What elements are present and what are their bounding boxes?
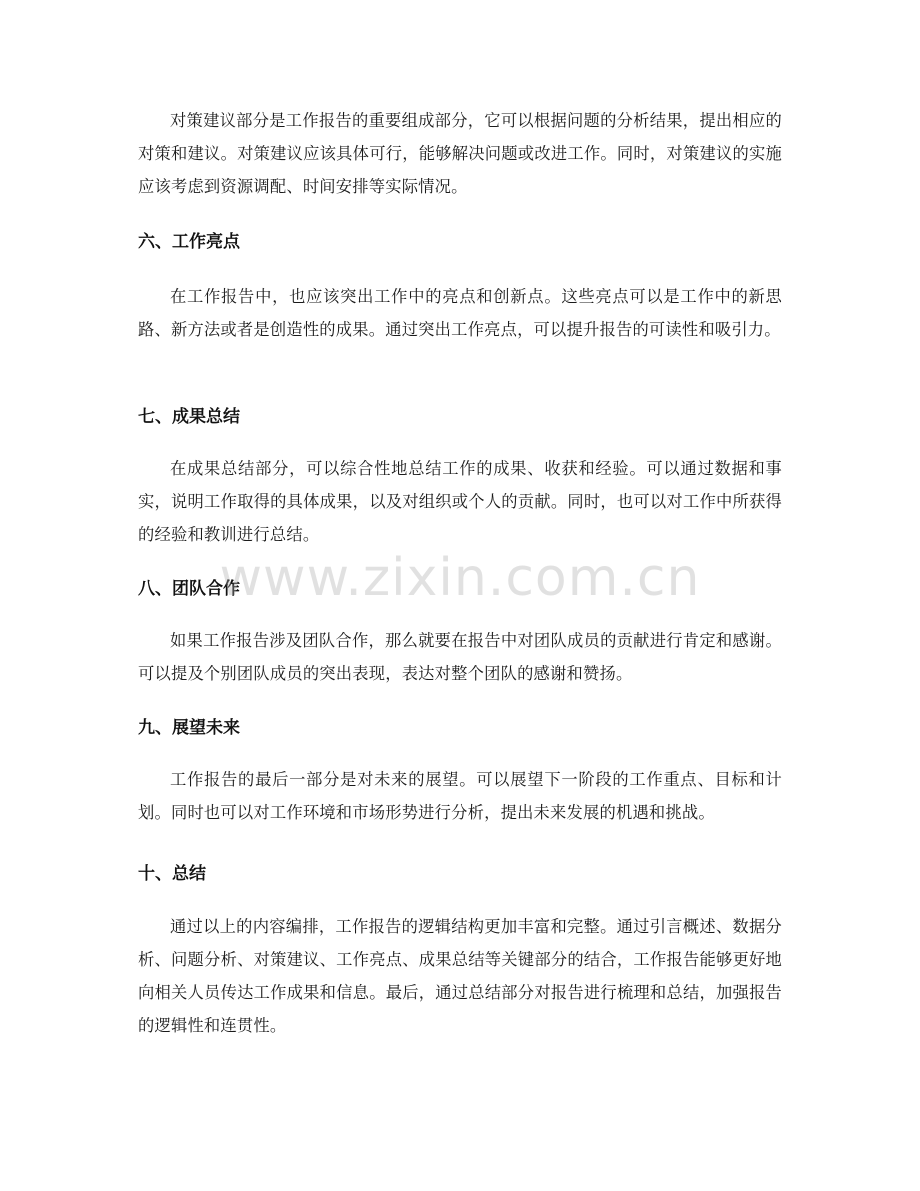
paragraph-conclusion: 通过以上的内容编排，工作报告的逻辑结构更加丰富和完整。通过引言概述、数据分析、问题分析、对策建议、工作亮点、成果总结等关键部分的结合，工作报告能够更好地向相关人员传达工作成果和信息。最后，通过总结部分对报告进行梳理和总结，加强报告的逻辑性和连贯性。 bbox=[138, 917, 782, 1035]
paragraph-results-summary: 在成果总结部分，可以综合性地总结工作的成果、收获和经验。可以通过数据和事实，说明工作取得的具体成果，以及对组织或个人的贡献。同时，也可以对工作中所获得的经验和教训进行总结。 bbox=[138, 459, 782, 544]
heading-outlook: 九、展望未来 bbox=[138, 718, 240, 738]
watermark: www.zixin.com.cn bbox=[219, 548, 701, 608]
heading-conclusion: 十、总结 bbox=[138, 864, 206, 884]
paragraph-outlook: 工作报告的最后一部分是对未来的展望。可以展望下一阶段的工作重点、目标和计划。同时也可以对工作环境和市场形势进行分析，提出未来发展的机遇和挑战。 bbox=[138, 770, 782, 822]
paragraph-work-highlights: 在工作报告中，也应该突出工作中的亮点和创新点。这些亮点可以是工作中的新思路、新方法或者是创造性的成果。通过突出工作亮点，可以提升报告的可读性和吸引力。 bbox=[138, 287, 782, 339]
paragraph-countermeasures: 对策建议部分是工作报告的重要组成部分，它可以根据问题的分析结果，提出相应的对策和建议。对策建议应该具体可行，能够解决问题或改进工作。同时，对策建议的实施应该考虑到资源调配、时间安排等实际情况。 bbox=[138, 111, 782, 196]
paragraph-teamwork: 如果工作报告涉及团队合作，那么就要在报告中对团队成员的贡献进行肯定和感谢。可以提及个别团队成员的突出表现，表达对整个团队的感谢和赞扬。 bbox=[138, 631, 782, 683]
heading-results-summary: 七、成果总结 bbox=[138, 407, 240, 427]
heading-teamwork: 八、团队合作 bbox=[138, 579, 240, 599]
heading-work-highlights: 六、工作亮点 bbox=[138, 232, 240, 252]
